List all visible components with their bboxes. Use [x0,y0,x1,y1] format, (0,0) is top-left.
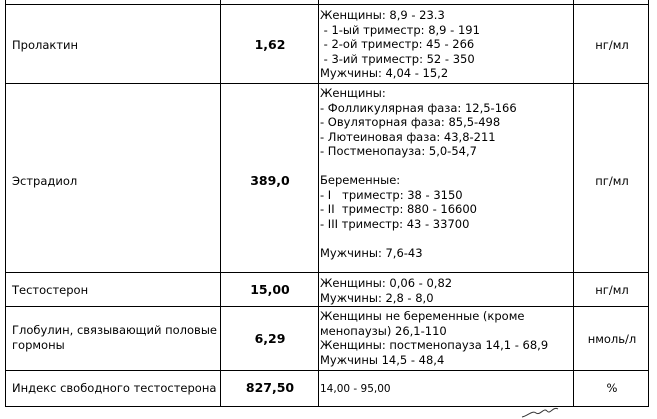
reference-range-prolactin [320,8,575,81]
reference-line: Женщины: 0,06 - 0,82 [320,276,453,290]
reference-line: - Фолликулярная фаза: 12,5-166 [320,100,517,115]
reference-range-estradiol [320,86,575,260]
reference-line: - Постменопауза: 5,0-54,7 [320,144,477,158]
unit-prolactin: нг/мл [595,38,629,52]
reference-line: Мужчины: 4,04 - 15,2 [320,66,449,80]
reference-line: Женщины: 8,9 - 23.3 [320,8,445,22]
test-name-testosterone: Тестостерон [12,283,89,297]
unit-testosterone: нг/мл [595,283,629,297]
reference-line: Женщины не беременные (кроме [320,309,525,323]
reference-line: - II триместр: 880 - 16600 [320,202,477,216]
result-value-shbg: 6,29 [254,331,286,346]
reference-line: Мужчины 14,5 - 48,4 [320,352,445,367]
reference-line: Женщины: [320,86,386,100]
reference-line: - Лютеиновая фаза: 43,8-211 [320,129,496,144]
reference-line: 14,00 - 95,00 [320,383,391,395]
reference-line: - Овуляторная фаза: 85,5-498 [320,115,501,129]
reference-line [320,231,575,246]
test-name-shbg: Глобулин, связывающий половые гормоны [12,323,217,352]
reference-line: Мужчины: 2,8 - 8,0 [320,290,434,305]
reference-line: - 2-ой триместр: 45 - 266 [320,37,475,51]
result-value-prolactin: 1,62 [254,37,286,52]
unit-estradiol: пг/мл [595,174,629,188]
reference-line: менопаузы) 26,1-110 [320,323,447,338]
reference-line: Женщины: постменопауза 14,1 - 68,9 [320,338,549,352]
result-value-testosterone: 15,00 [250,282,290,297]
reference-line: Беременные: [320,173,401,187]
reference-line: Мужчины: 7,6-43 [320,245,423,260]
reference-line: - III триместр: 43 - 33700 [320,216,470,231]
test-name-estradiol: Эстрадиол [12,174,78,188]
signature-mark [520,404,560,419]
test-name-prolactin: Пролактин [12,38,79,52]
reference-line: - 3-ий триместр: 52 - 350 [320,51,475,66]
unit-free-testosterone-index: % [606,381,618,395]
result-value-free-testosterone-index: 827,50 [245,380,295,395]
test-name-free-testosterone-index: Индекс свободного тестостерона [12,381,217,395]
reference-range-shbg [320,309,575,367]
reference-range-free-testosterone-index [320,382,575,397]
reference-line: - I триместр: 38 - 3150 [320,187,463,202]
result-value-estradiol: 389,0 [250,173,290,188]
reference-line [320,159,575,174]
unit-shbg: нмоль/л [587,332,637,346]
lab-results-table [5,0,649,419]
reference-line: - 1-ый триместр: 8,9 - 191 [320,22,480,37]
reference-range-testosterone [320,276,575,305]
